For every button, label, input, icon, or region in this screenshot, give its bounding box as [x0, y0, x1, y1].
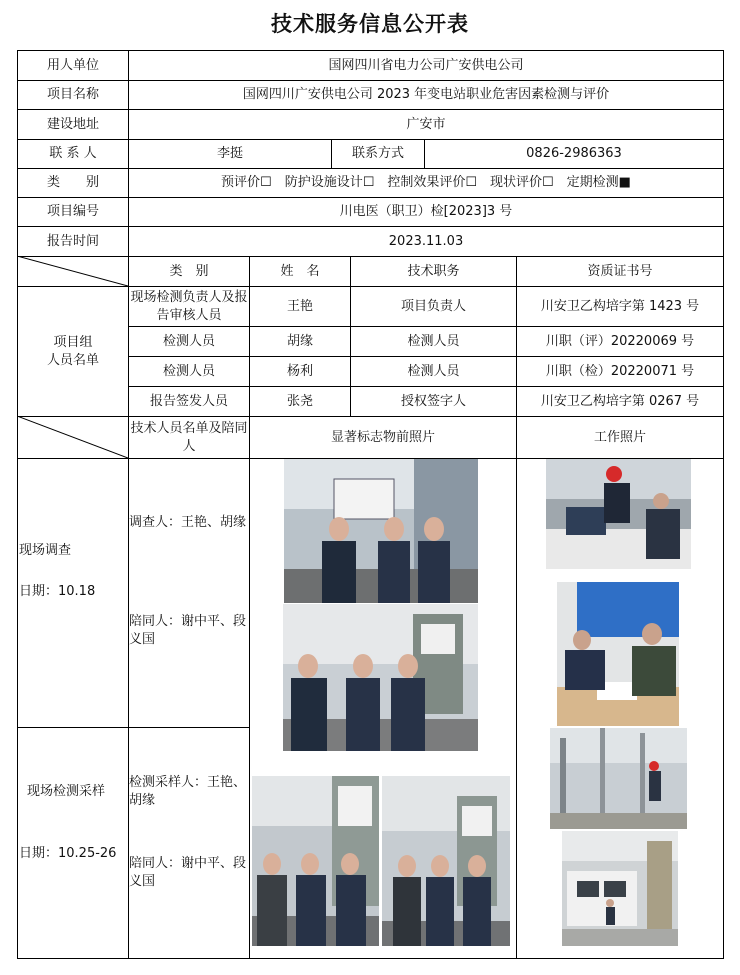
- page-title: 技术服务信息公开表: [271, 12, 469, 36]
- sampling-label: 现场检测采样: [27, 784, 106, 799]
- survey-companions: 陪同人：谢中平、段义国: [129, 614, 247, 647]
- label-address: 建设地址: [46, 116, 99, 132]
- team-cert: 川安卫乙构培字第 0267 号: [540, 393, 700, 409]
- col-cert: 资质证书号: [587, 263, 653, 279]
- team-title: 项目负责人: [400, 298, 466, 314]
- col-title: 技术职务: [407, 263, 460, 279]
- label-project-no: 项目编号: [46, 204, 99, 219]
- team-title: 检测人员: [407, 363, 460, 379]
- team-name: 胡缘: [286, 333, 313, 349]
- label-contact: 联 系 人: [49, 146, 97, 161]
- value-unit: 国网四川省电力公司广安供电公司: [328, 57, 524, 73]
- col-category: 类 别: [169, 263, 209, 279]
- col-sign-photo: 显著标志物前照片: [330, 429, 435, 445]
- survey-label: 现场调查: [19, 543, 72, 558]
- work-photo: [562, 831, 678, 946]
- team-role: 检测人员: [162, 333, 215, 349]
- team-name: 王艳: [286, 298, 313, 314]
- sign-photo: [382, 776, 510, 946]
- sampling-companions: 陪同人：谢中平、段义国: [129, 856, 247, 889]
- work-photo: [546, 459, 691, 569]
- work-photo: [557, 582, 679, 726]
- col-name: 姓 名: [280, 263, 320, 279]
- team-cert: 川职（评）20220069 号: [545, 333, 695, 349]
- sign-photo: [283, 604, 478, 751]
- value-phone: 0826-2986363: [526, 146, 622, 161]
- survey-investigators: 调查人：王艳、胡缘: [129, 515, 247, 530]
- team-role: 检测人员: [162, 363, 215, 379]
- value-category: 预评价☐ 防护设施设计☐ 控制效果评价☐ 现状评价☐ 定期检测■: [221, 175, 631, 190]
- value-address: 广安市: [406, 116, 446, 132]
- label-category: 类 别: [46, 175, 99, 190]
- team-role: 现场检测负责人及报告审核人员: [130, 289, 248, 323]
- value-contact: 李挺: [216, 146, 243, 161]
- label-contact-method: 联系方式: [351, 146, 404, 161]
- team-title: 授权签字人: [400, 393, 466, 409]
- value-project-no: 川电医（职卫）检[2023]3 号: [339, 204, 513, 219]
- sampling-samplers: 检测采样人：王艳、胡缘: [129, 775, 247, 808]
- col-staff: 技术人员名单及陪同人: [130, 420, 248, 454]
- work-photo: [550, 728, 687, 829]
- label-project-name: 项目名称: [46, 87, 99, 102]
- label-team: 项目组 人员名单: [46, 334, 99, 368]
- team-name: 张尧: [286, 393, 313, 409]
- team-cert: 川安卫乙构培字第 1423 号: [540, 298, 700, 314]
- col-work-photo: 工作照片: [593, 429, 646, 445]
- label-unit: 用人单位: [46, 57, 99, 73]
- team-title: 检测人员: [407, 333, 460, 349]
- sign-photo: [284, 459, 478, 603]
- value-project-name: 国网四川广安供电公司 2023 年变电站职业危害因素检测与评价: [242, 87, 610, 102]
- team-cert: 川职（检）20220071 号: [545, 363, 695, 379]
- team-name: 杨利: [286, 363, 313, 379]
- label-report-time: 报告时间: [46, 233, 99, 249]
- value-report-time: 2023.11.03: [388, 233, 464, 249]
- team-role: 报告签发人员: [149, 393, 228, 409]
- sampling-date: 日期：10.25-26: [19, 846, 117, 861]
- survey-date: 日期：10.18: [19, 584, 96, 599]
- sign-photo: [252, 776, 379, 946]
